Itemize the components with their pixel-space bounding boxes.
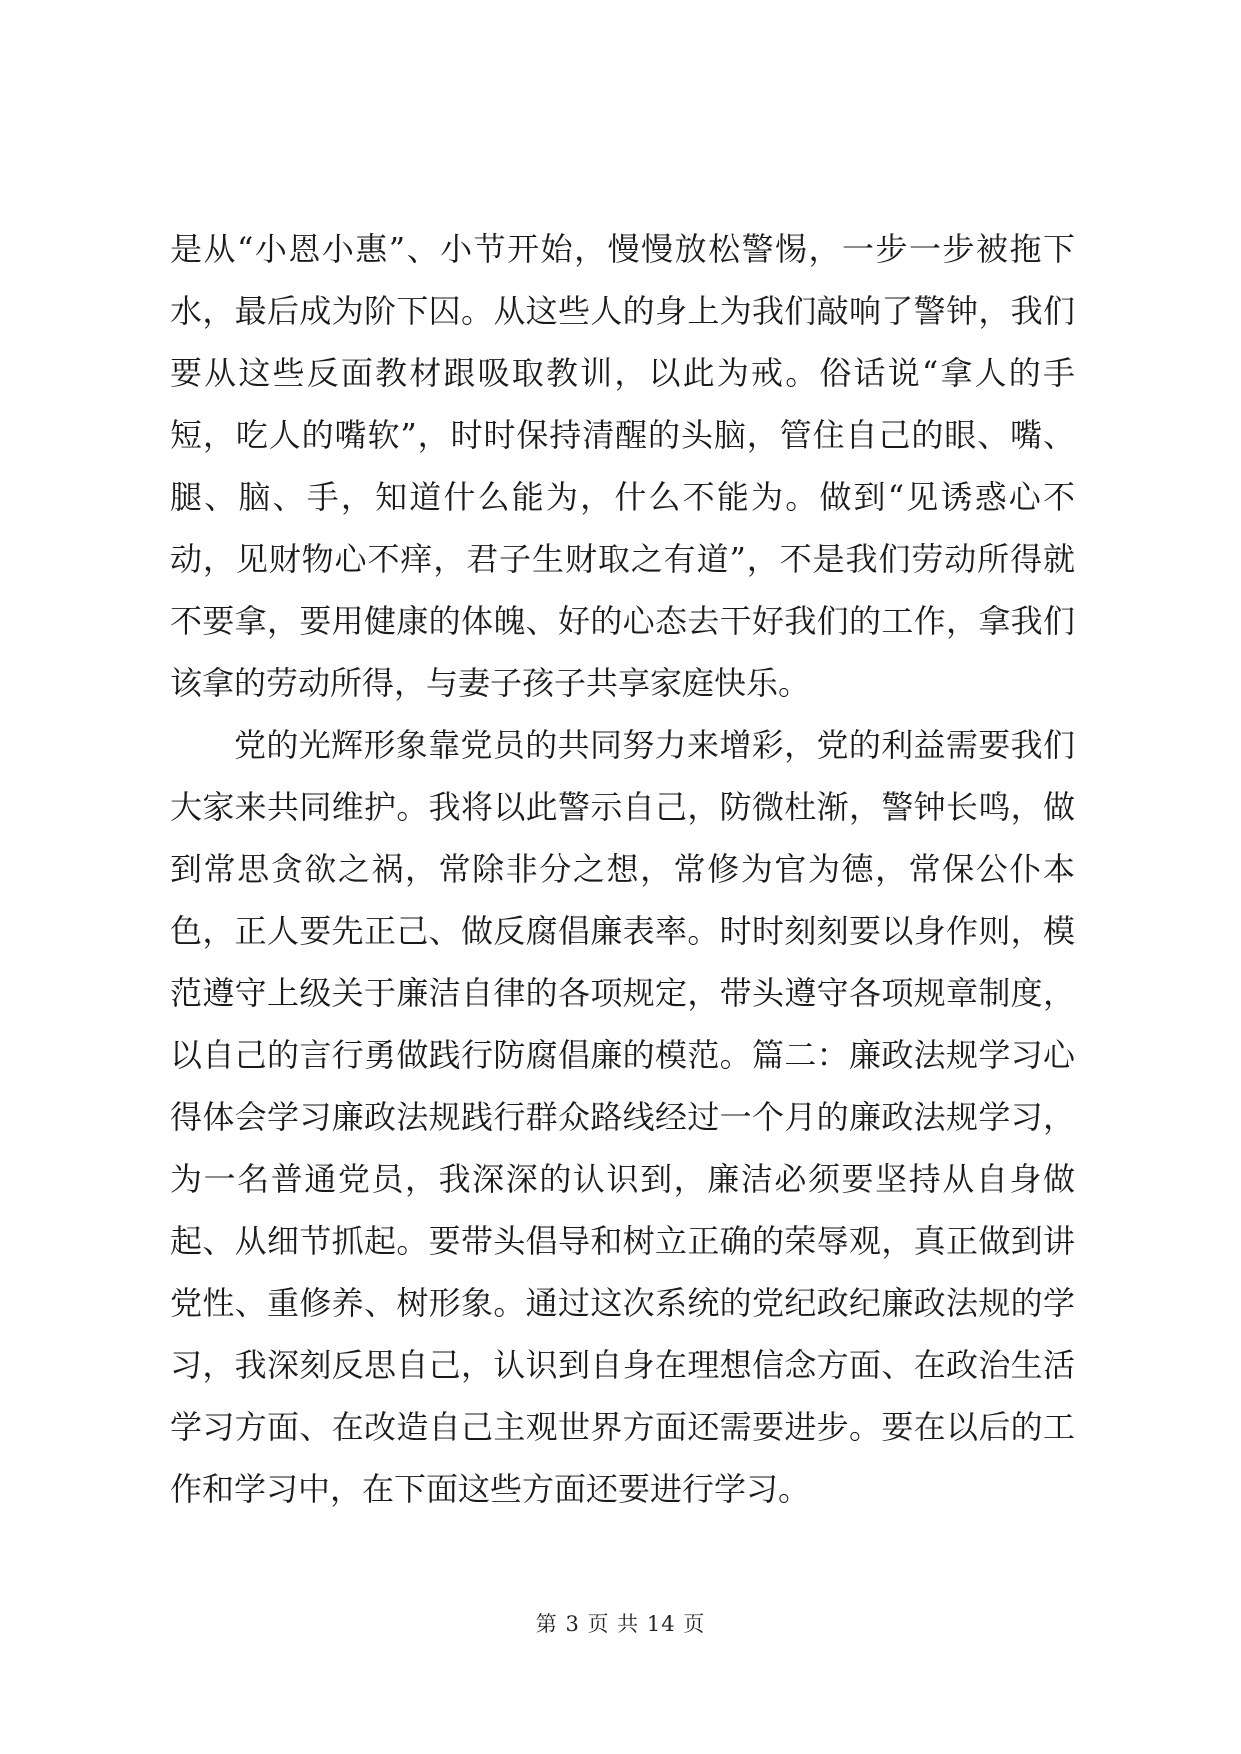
paragraph-1: 是从“小恩小惠”、小节开始，慢慢放松警惕，一步一步被拖下水，最后成为阶下囚。从这些人的身上为我们敲响了警钟，我们要从这些反面教材跟吸取教训，以此为戒。俗话说“拿人的手短，吃人的嘴软”，时时保持清醒的头脑，管住自己的眼、嘴、腿、脑、手，知道什么能为，什么不能为。做到“见诱惑心不动，见财物心不痒，君子生财取之有道”，不是我们劳动所得就不要拿，要用健康的体魄、好的心态去干好我们的工作，拿我们该拿的劳动所得，与妻子孩子共享家庭快乐。 xyxy=(170,230,1075,702)
page-footer: 第 3 页 共 14 页 xyxy=(535,1612,706,1636)
paragraph-2: 党的光辉形象靠党员的共同努力来增彩，党的利益需要我们大家来共同维护。我将以此警示自己，防微杜渐，警钟长鸣，做到常思贪欲之祸，常除非分之想，常修为官为德，常保公仆本色，正人要先正己、做反腐倡廉表率。时时刻刻要以身作则，模范遵守上级关于廉洁自律的各项规定，带头遵守各项规章制度，以自己的言行勇做践行防腐倡廉的模范。篇二：廉政法规学习心得体会学习廉政法规践行群众路线经过一个月的廉政法规学习，为一名普通党员，我深深的认识到，廉洁必须要坚持从自身做起、从细节抓起。要带头倡导和树立正确的荣辱观，真正做到讲党性、重修养、树形象。通过这次系统的党纪政纪廉政法规的学习，我深刻反思自己，认识到自身在理想信念方面、在政治生活学习方面、在改造自己主观世界方面还需要进步。要在以后的工作和学习中，在下面这些方面还要进行学习。 xyxy=(170,726,1075,1508)
document-body xyxy=(170,218,1075,1520)
